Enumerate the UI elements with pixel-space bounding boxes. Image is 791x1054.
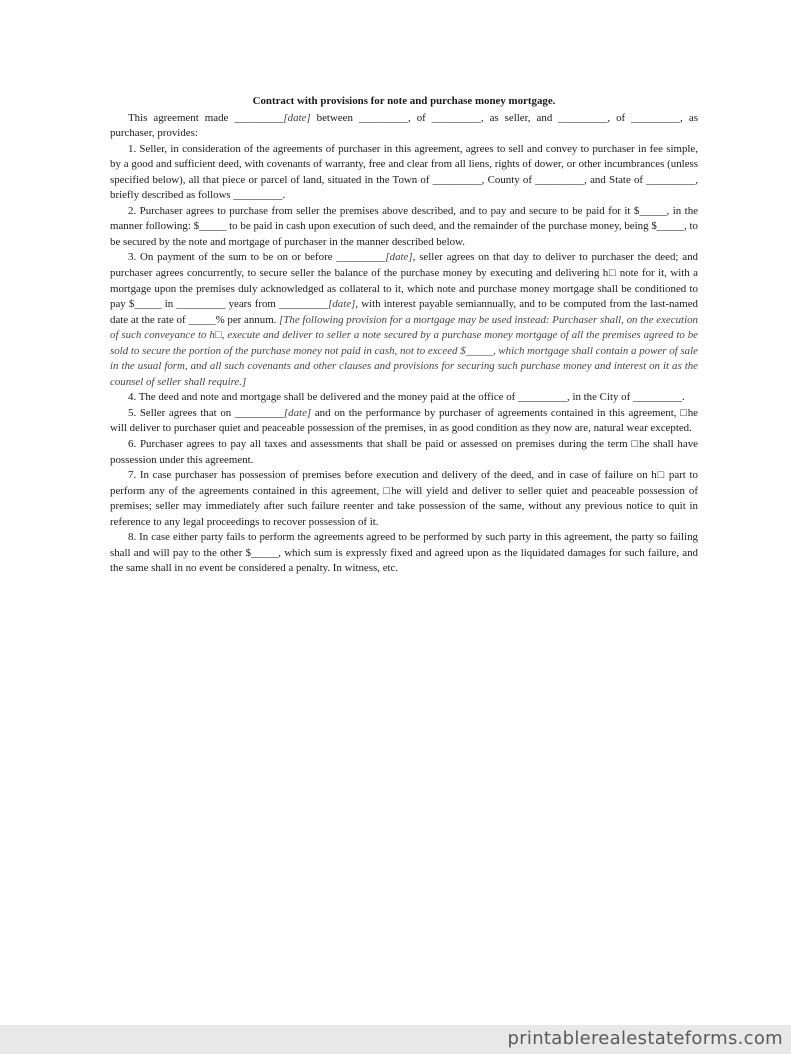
date-placeholder: [date] (283, 406, 312, 419)
clause-6: 6. Purchaser agrees to pay all taxes and assessments that shall be paid or assessed on premises during the term □he shall have possession under this agreement. (110, 438, 698, 466)
intro-paragraph (110, 111, 698, 142)
intro-text: This agreement made _________ (128, 111, 284, 124)
date-placeholder: [date] (385, 251, 413, 264)
document-title: Contract with provisions for note and purchase money mortgage. (252, 95, 556, 107)
clause-4: 4. The deed and note and mortgage shall be delivered and the money paid at the office of _________, in the City of _________. (128, 391, 685, 404)
intro-text-rest: between _________, of _________, as seller, and _________, of _________, as purchaser, provides: (110, 111, 698, 140)
clause-5-text: and on the performance by purchaser of agreements contained in this agreement, □he will deliver to purchaser quiet and peaceable possession of the premises, in as good condition as they now are, natural wear excepted. (110, 406, 698, 435)
clause-7: 7. In case purchaser has possession of premises before execution and delivery of the deed, and in case of failure on h□ part to perform any of the agreements contained in this agreement, □he will yield and deliver to seller quiet and peaceable possession of premises; seller may immediately after such failure reenter and take possession of the same, without any previous notice to quit in reference to any legal proceedings to recover possession of it. (110, 469, 698, 528)
site-watermark: printablerealestateforms.com (507, 1028, 783, 1049)
alternative-provision: [The following provision for a mortgage may be used instead: Purchaser shall, on the execution of such conveyance to h□, execute and deliver to seller a note secured by a purchase money mortgage of all the premises agreed to be sold to secure the portion of the purchase money not paid in cash, not to exceed $_____, which mortgage shall contain a power of sale in the usual form, and all such covenants and other clauses and provisions for securing such purchase money and interest on it as the counsel of seller shall require.] (110, 313, 698, 388)
clause-3-text: 3. On payment of the sum to be on or before _________ (128, 251, 386, 264)
date-placeholder: [date] (283, 111, 311, 124)
clause-3-text: , with interest payable semiannually, and to be computed from the last-named date at the rate of _____% per annum. (110, 298, 698, 326)
clause-2: 2. Purchaser agrees to purchase from seller the premises above described, and to pay and secure to be paid for it $_____, in the manner following: $_____ to be paid in cash upon execution of such deed, and the remainder of the purchase money, being $_____, to be secured by the note and mortgage of purchaser in the manner described below. (110, 204, 698, 248)
clause-1: 1. Seller, in consideration of the agreements of purchaser in this agreement, agrees to sell and convey to purchaser in fee simple, by a good and sufficient deed, with covenants of warranty, free and clear from all liens, rights of dower, or other incumbrances (unless specified below), all that piece or parcel of land, situated in the Town of _________, County of _________, and State of _________, briefly described as follows _________. (110, 142, 698, 202)
date-placeholder: [date] (328, 298, 356, 311)
contract-document (110, 94, 698, 577)
clause-3-text: , seller agrees on that day to deliver to purchaser the deed; and purchaser agrees concurrently, to secure seller the balance of the purchase money by executing and delivering h□ note for it, with a mortgage upon the premises duly acknowledged as collateral to it, which note and purchase money mortgage shall be conditioned to pay $_____ in _________ years from _________ (110, 251, 698, 311)
clause-3 (110, 250, 698, 390)
clause-8: 8. In case either party fails to perform the agreements agreed to be performed by such party in this agreement, the party so failing shall and will pay to the other $_____, which sum is expressly fixed and agreed upon as the liquidated damages for such failure, and the same shall in no event be considered a penalty. In witness, etc. (110, 531, 698, 575)
clause-5 (110, 406, 698, 437)
footer-bar (0, 1025, 791, 1054)
clause-5-text: 5. Seller agrees that on _________ (128, 406, 284, 419)
